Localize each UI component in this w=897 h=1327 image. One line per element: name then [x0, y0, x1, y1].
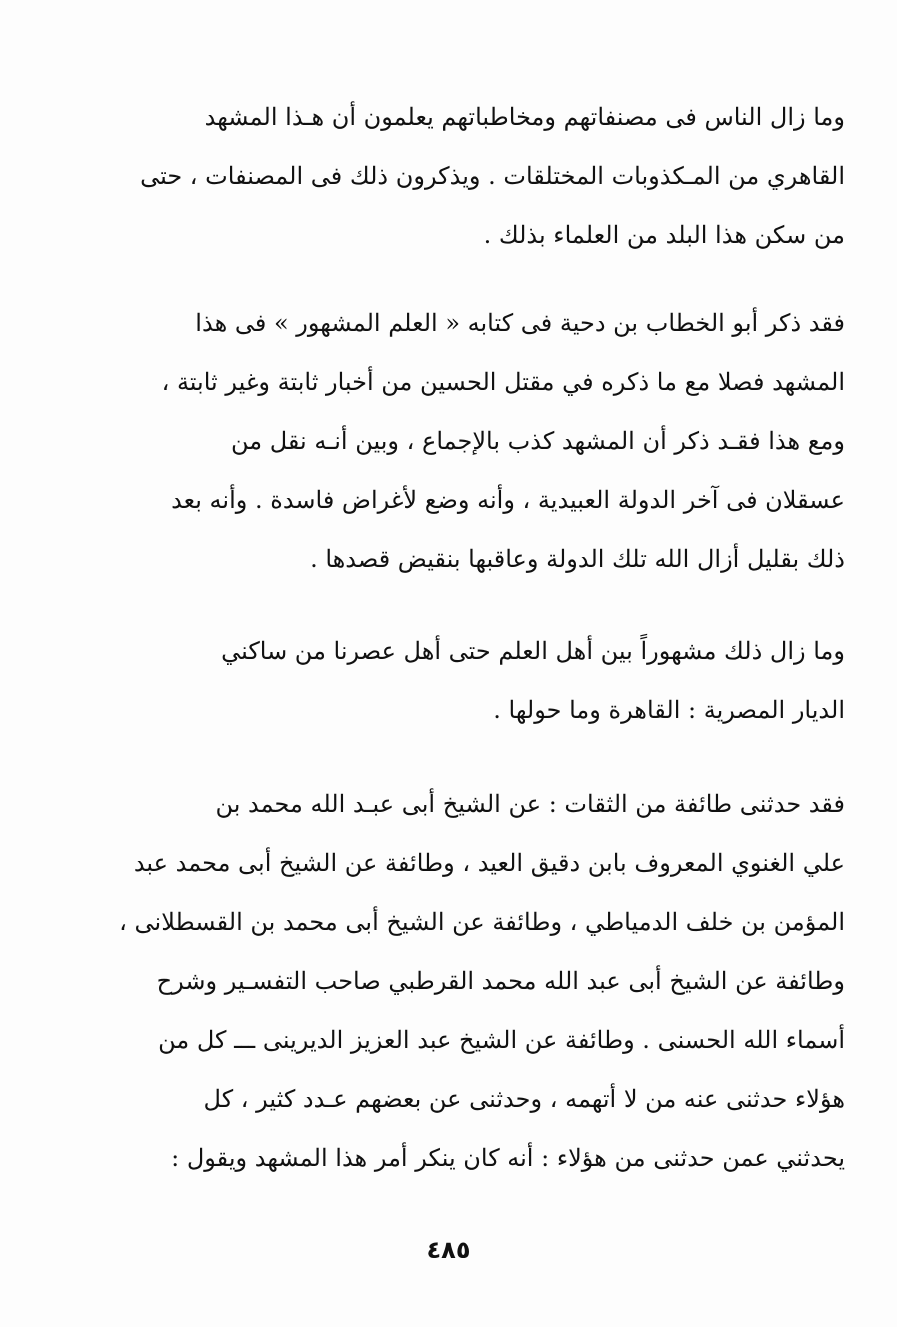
- text-line: عسقلان فى آخر الدولة العبيدية ، وأنه وضع لأغراض فاسدة . وأنه بعد: [171, 486, 845, 514]
- text-line: فقد حدثنى طائفة من الثقات : عن الشيخ أبى عبـد الله محمد بن: [215, 790, 845, 818]
- text-line: علي الغنوي المعروف بابن دقيق العيد ، وطائفة عن الشيخ أبى محمد عبد: [133, 849, 845, 877]
- text-line: وطائفة عن الشيخ أبى عبد الله محمد القرطبي صاحب التفسـير وشرح: [156, 967, 845, 995]
- text-line: وما زال الناس فى مصنفاتهم ومخاطباتهم يعلمون أن هـذا المشهد: [204, 103, 845, 131]
- text-line: فقد ذكر أبو الخطاب بن دحية فى كتابه « العلم المشهور » فى هذا: [195, 309, 845, 337]
- text-line: يحدثني عمن حدثنى من هؤلاء : أنه كان ينكر أمر هذا المشهد ويقول :: [171, 1144, 845, 1172]
- text-line: وما زال ذلك مشهوراً بين أهل العلم حتى أهل عصرنا من ساكني: [221, 637, 845, 665]
- page-number: ٤٨٥: [426, 1236, 471, 1264]
- text-line: أسماء الله الحسنى . وطائفة عن الشيخ عبد العزيز الديرينى ـــ كل من: [158, 1026, 845, 1054]
- text-line: القاهري من المـكذوبات المختلقات . ويذكرون ذلك فى المصنفات ، حتى: [140, 162, 845, 190]
- text-line: المؤمن بن خلف الدمياطي ، وطائفة عن الشيخ أبى محمد بن القسطلانى ،: [119, 908, 845, 936]
- paragraph-2: [110, 294, 845, 589]
- paragraph-1: [110, 88, 845, 265]
- text-line: من سكن هذا البلد من العلماء بذلك .: [483, 221, 845, 249]
- text-line: ومع هذا فقـد ذكر أن المشهد كذب بالإجماع ، وبين أنـه نقل من: [230, 427, 845, 455]
- text-line: ذلك بقليل أزال الله تلك الدولة وعاقبها بنقيض قصدها .: [310, 545, 845, 573]
- paragraph-4: [110, 775, 845, 1188]
- text-line: الديار المصرية : القاهرة وما حولها .: [493, 696, 845, 724]
- text-line: هؤلاء حدثنى عنه من لا أتهمه ، وحدثنى عن بعضهم عـدد كثير ، كل: [203, 1085, 845, 1113]
- text-line: المشهد فصلا مع ما ذكره في مقتل الحسين من أخبار ثابتة وغير ثابتة ،: [161, 368, 845, 396]
- paragraph-3: [110, 622, 845, 740]
